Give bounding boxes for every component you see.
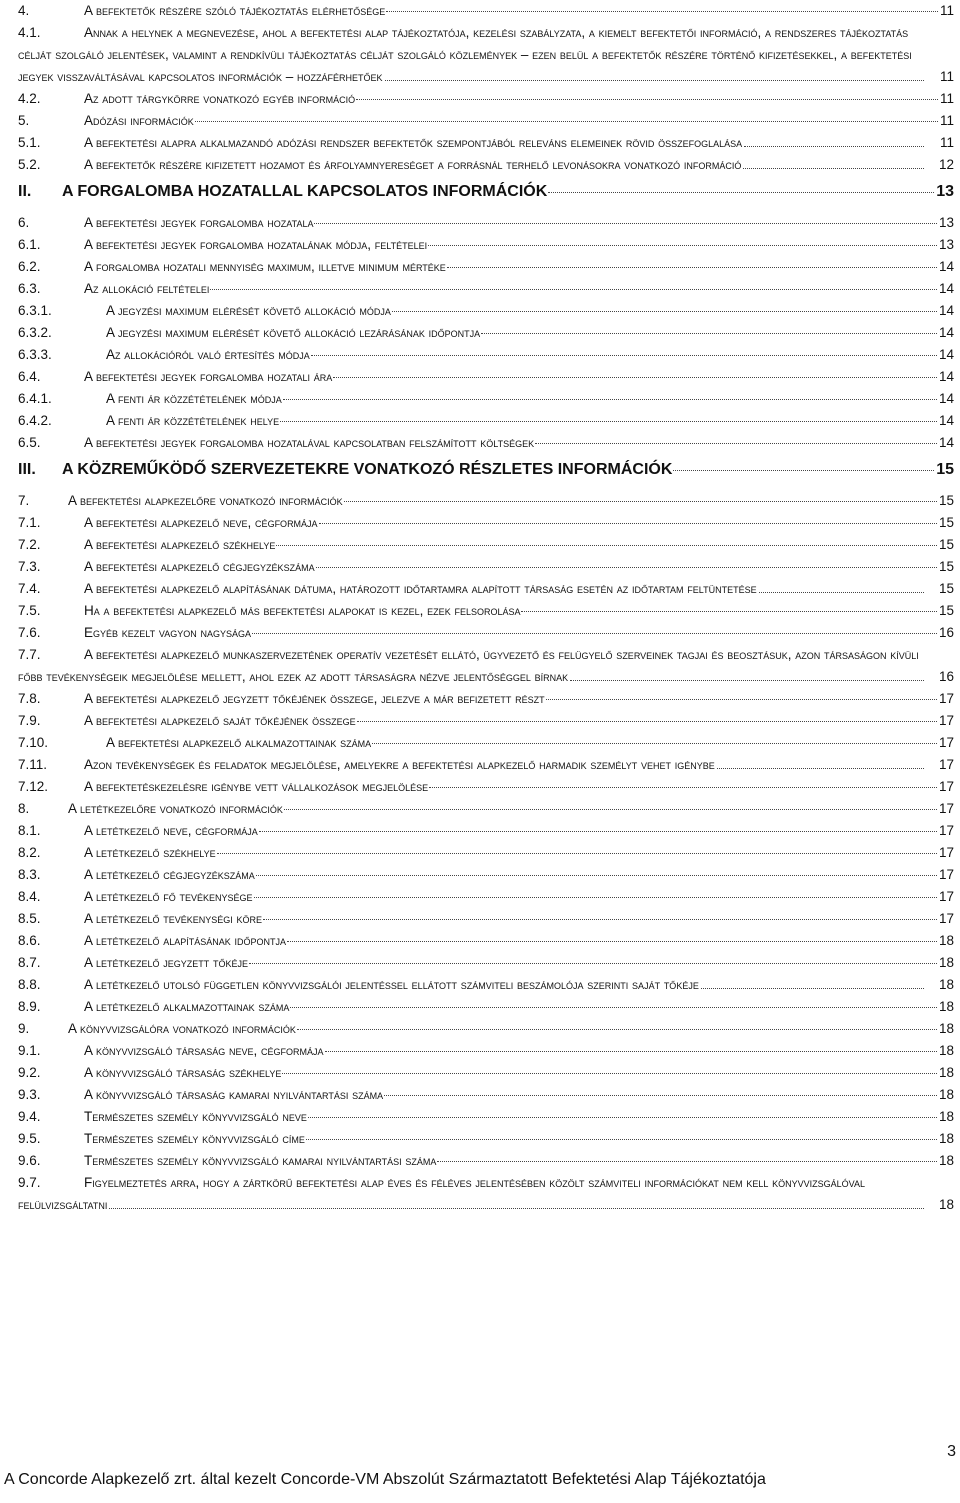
toc-entry-title: A befektetési jegyek forgalomba hozatalával kapcsolatban felszámított költségek: [84, 435, 535, 450]
toc-dot-leader: [546, 699, 937, 700]
toc-dot-leader: [297, 1029, 937, 1030]
toc-dot-leader: [447, 267, 937, 268]
toc-dot-leader: [311, 355, 937, 356]
toc-entry[interactable]: [18, 1106, 954, 1128]
toc-entry[interactable]: [18, 256, 954, 278]
toc-dot-leader: [535, 443, 937, 444]
toc-entry-number: 6.3.: [18, 281, 41, 296]
toc-dot-leader: [195, 121, 938, 122]
toc-entry[interactable]: [18, 688, 954, 710]
toc-entry[interactable]: [18, 732, 954, 754]
toc-entry-title: A befektetési jegyek forgalomba hozatala: [84, 215, 314, 230]
toc-entry-page: 14: [938, 259, 954, 274]
toc-entry-number: 7.3.: [18, 559, 41, 574]
toc-entry[interactable]: [18, 344, 954, 366]
toc-entry[interactable]: [18, 798, 954, 820]
toc-dot-leader: [210, 289, 937, 290]
toc-entry-number: 7.7.: [18, 647, 41, 662]
toc-entry-page: 11: [939, 113, 954, 128]
toc-entry-number: 7.11.: [18, 757, 48, 772]
toc-entry[interactable]: [18, 22, 954, 88]
toc-entry-number: 8.9.: [18, 999, 41, 1014]
toc-entry-number: 9.3.: [18, 1087, 41, 1102]
toc-entry[interactable]: [18, 154, 954, 176]
toc-entry-page: 17: [938, 757, 954, 772]
toc-dot-leader: [284, 809, 937, 810]
toc-entry-title: Adózási információk: [84, 113, 194, 128]
table-of-contents: [18, 0, 954, 1216]
toc-entry-page: 15: [938, 537, 954, 552]
toc-entry-number: III.: [18, 461, 36, 478]
toc-entry-page: 16: [938, 669, 954, 684]
toc-entry-page: 11: [939, 69, 954, 84]
toc-dot-leader: [481, 333, 937, 334]
toc-entry-title: A befektetési alapkezelő cégjegyzékszáma: [84, 559, 315, 574]
toc-entry-title: Az adott tárgykörre vonatkozó egyéb információ: [84, 91, 356, 106]
toc-entry-number: 6.: [18, 215, 30, 230]
toc-entry-title: A forgalomba hozatali mennyiség maximum, illetve minimum mértéke: [84, 259, 446, 274]
toc-entry-number: 9.5.: [18, 1131, 41, 1146]
toc-entry-title: A befektetéskezelésre igénybe vett vállalkozások megjelölése: [84, 779, 429, 794]
toc-entry-title: A letétkezelő neve, cégformája: [84, 823, 258, 838]
toc-entry-number: 4.2.: [18, 91, 41, 106]
toc-entry-number: 7.12.: [18, 779, 49, 794]
toc-entry[interactable]: [18, 322, 954, 344]
toc-entry-title: Figyelmeztetés arra, hogy a zártkörű befektetési alap éves és féléves jelentésében közölt számviteli információkat nem kell könyvvizsgálóval felülvizsgáltatni: [18, 1175, 866, 1212]
footer-text: A Concorde Alapkezelő zrt. által kezelt Concorde-VM Abszolút Származtatott Befektetési Alap Tájékoztatója: [4, 1471, 766, 1488]
toc-dot-leader: [570, 680, 924, 681]
toc-dot-leader: [319, 523, 937, 524]
toc-dot-leader: [717, 768, 924, 769]
toc-entry-title: Egyéb kezelt vagyon nagysága: [84, 625, 251, 640]
toc-entry-title: Azon tevékenységek és feladatok megjelölése, amelyekre a befektetési alapkezelő harmadik személyt vehet igénybe: [84, 757, 715, 772]
toc-entry-number: 5.1.: [18, 135, 41, 150]
toc-entry[interactable]: [18, 1150, 954, 1172]
toc-dot-leader: [357, 721, 937, 722]
toc-entry-title: A befektetési jegyek forgalomba hozatalának módja, feltételei: [84, 237, 428, 252]
toc-dot-leader: [263, 919, 937, 920]
toc-entry[interactable]: [18, 366, 954, 388]
toc-dot-leader: [109, 1208, 924, 1209]
toc-entry-title: Ha a befektetési alapkezelő más befektetési alapokat is kezel, ezek felsorolása: [84, 603, 521, 618]
toc-entry[interactable]: [18, 710, 954, 732]
toc-entry-page: 14: [938, 391, 954, 406]
toc-entry-number: 9.: [18, 1021, 30, 1036]
toc-entry-number: 5.: [18, 113, 30, 128]
toc-entry-title: A befektetési alapkezelő alkalmazottainak száma: [106, 735, 372, 750]
toc-entry-number: 8.1.: [18, 823, 41, 838]
toc-entry-page: 15: [938, 603, 954, 618]
toc-entry-title: A fenti ár közzétételének helye: [106, 413, 280, 428]
toc-entry-title: A könyvvizsgáló társaság kamarai nyilvántartási száma: [84, 1087, 384, 1102]
toc-entry[interactable]: [18, 110, 954, 132]
toc-entry-page: 13: [936, 183, 954, 200]
toc-entry[interactable]: [18, 952, 954, 974]
toc-entry-page: 17: [938, 867, 954, 882]
toc-entry-page: 14: [938, 325, 954, 340]
toc-entry-number: 9.1.: [18, 1043, 41, 1058]
toc-entry-page: 15: [936, 461, 954, 478]
toc-entry[interactable]: [18, 300, 954, 322]
toc-entry[interactable]: [18, 600, 954, 622]
toc-entry-number: 9.7.: [18, 1175, 41, 1190]
toc-entry-title: Természetes személy könyvvizsgáló neve: [84, 1109, 307, 1124]
toc-entry-title: A befektetési alapkezelő saját tőkéjének összege: [84, 713, 356, 728]
toc-entry-number: 8.4.: [18, 889, 41, 904]
toc-entry-page: 15: [938, 581, 954, 596]
toc-dot-leader: [217, 853, 937, 854]
toc-entry-page: 14: [938, 435, 954, 450]
toc-entry[interactable]: [18, 458, 954, 482]
toc-entry-number: 6.4.2.: [18, 413, 52, 428]
toc-entry-title: Természetes személy könyvvizsgáló címe: [84, 1131, 305, 1146]
toc-entry-page: 18: [938, 1109, 954, 1124]
toc-entry-page: 16: [938, 625, 954, 640]
toc-entry-number: 7.4.: [18, 581, 41, 596]
toc-entry-title: A könyvvizsgálóra vonatkozó információk: [68, 1021, 296, 1036]
toc-entry-page: 17: [938, 889, 954, 904]
toc-entry-page: 15: [938, 515, 954, 530]
toc-entry-number: 6.2.: [18, 259, 41, 274]
toc-dot-leader: [701, 988, 924, 989]
toc-dot-leader: [282, 1073, 937, 1074]
toc-entry-page: 14: [938, 369, 954, 384]
toc-entry-title: A befektetési alapkezelőre vonatkozó információk: [68, 493, 343, 508]
toc-entry-title: A könyvvizsgáló társaság székhelye: [84, 1065, 282, 1080]
toc-dot-leader: [249, 963, 937, 964]
toc-entry-page: 18: [938, 955, 954, 970]
toc-entry-page: 14: [938, 347, 954, 362]
toc-dot-leader: [344, 501, 937, 502]
toc-entry-title: A letétkezelő alapításának időpontja: [84, 933, 287, 948]
toc-entry-page: 11: [939, 135, 954, 150]
toc-dot-leader: [386, 11, 938, 12]
toc-entry-page: 18: [938, 933, 954, 948]
toc-dot-leader: [333, 377, 937, 378]
toc-dot-leader: [429, 787, 937, 788]
toc-entry-page: 18: [938, 1065, 954, 1080]
toc-entry-number: 7.: [18, 493, 30, 508]
toc-entry-number: 7.2.: [18, 537, 41, 552]
toc-entry-number: 7.5.: [18, 603, 41, 618]
toc-entry-title: Az allokáció feltételei: [84, 281, 210, 296]
toc-entry[interactable]: [18, 410, 954, 432]
toc-entry[interactable]: [18, 1018, 954, 1040]
toc-entry[interactable]: [18, 776, 954, 798]
toc-entry-title: A befektetési alapkezelő neve, cégformája: [84, 515, 318, 530]
toc-entry-page: 11: [939, 91, 954, 106]
toc-entry-title: A befektetési alapkezelő alapításának dátuma, határozott időtartamra alapított társaság esetén az időtartam feltüntetése: [84, 581, 757, 596]
toc-entry[interactable]: [18, 754, 954, 776]
toc-entry[interactable]: [18, 180, 954, 204]
toc-dot-leader: [673, 470, 934, 471]
toc-entry[interactable]: [18, 842, 954, 864]
toc-dot-leader: [744, 146, 924, 147]
toc-entry-number: 6.4.1.: [18, 391, 52, 406]
toc-dot-leader: [287, 941, 937, 942]
toc-dot-leader: [385, 80, 924, 81]
toc-entry[interactable]: [18, 234, 954, 256]
toc-entry-title: A letétkezelő utolsó független könyvvizsgálói jelentéssel ellátott számviteli beszámolója szerinti saját tőkéje: [84, 977, 699, 992]
toc-entry-number: 7.10.: [18, 735, 49, 750]
toc-dot-leader: [356, 99, 938, 100]
toc-entry-title: A letétkezelő tevékenységi köre: [84, 911, 263, 926]
toc-dot-leader: [316, 567, 937, 568]
toc-entry[interactable]: [18, 0, 954, 22]
toc-entry[interactable]: [18, 1172, 954, 1216]
toc-entry-title: Annak a helynek a megnevezése, ahol a befektetési alap tájékoztatója, kezelési szabályzata, a kiemelt befektetői információ, a rendszeres tájékoztatás célját szolgáló jelentések, valamint a rendkívüli tájékoztatás célját szolgáló közlemények – ezen belül a befektetők részére történő kifizetésekkel, a befektetési jegyek visszaváltásával kapcsolatos információk – hozzáférhetőek: [18, 25, 912, 84]
page-footer: [0, 1443, 960, 1503]
toc-dot-leader: [252, 633, 937, 634]
toc-entry[interactable]: [18, 1062, 954, 1084]
toc-entry-title: A letétkezelő cégjegyzékszáma: [84, 867, 255, 882]
toc-entry[interactable]: [18, 1084, 954, 1106]
toc-entry-title: A letétkezelő jegyzett tőkéje: [84, 955, 249, 970]
toc-entry-page: 17: [938, 801, 954, 816]
toc-entry-page: 18: [938, 977, 954, 992]
toc-entry-page: 18: [938, 999, 954, 1014]
toc-dot-leader: [437, 1161, 937, 1162]
toc-entry-page: 18: [938, 1087, 954, 1102]
toc-entry-title: A jegyzési maximum elérését követő allokáció lezárásának időpontja: [106, 325, 481, 340]
toc-entry-number: 6.4.: [18, 369, 41, 384]
toc-entry-number: 6.3.2.: [18, 325, 52, 340]
toc-entry[interactable]: [18, 88, 954, 110]
toc-entry-number: 8.8.: [18, 977, 41, 992]
toc-entry-number: 9.6.: [18, 1153, 41, 1168]
toc-entry-title: Természetes személy könyvvizsgáló kamarai nyilvántartási száma: [84, 1153, 437, 1168]
toc-entry-number: 5.2.: [18, 157, 41, 172]
toc-dot-leader: [254, 897, 937, 898]
toc-entry-title: A befektetők részére kifizetett hozamot és árfolyamnyereséget a forrásnál terhelő levonásokra vonatkozó információ: [84, 157, 742, 172]
toc-entry[interactable]: [18, 132, 954, 154]
toc-entry[interactable]: [18, 820, 954, 842]
toc-entry-title: A fenti ár közzétételének módja: [106, 391, 282, 406]
toc-entry[interactable]: [18, 996, 954, 1018]
toc-entry-title: A befektetési alapkezelő székhelye: [84, 537, 276, 552]
toc-entry-number: 7.6.: [18, 625, 41, 640]
toc-dot-leader: [548, 192, 934, 193]
toc-entry-title: A FORGALOMBA HOZATALLAL KAPCSOLATOS INFORMÁCIÓK: [62, 183, 548, 200]
toc-dot-leader: [290, 1007, 937, 1008]
toc-entry-number: 8.: [18, 801, 30, 816]
toc-entry[interactable]: [18, 534, 954, 556]
toc-entry-number: II.: [18, 183, 32, 200]
toc-dot-leader: [308, 1117, 937, 1118]
toc-entry-number: 7.1.: [18, 515, 41, 530]
toc-entry[interactable]: [18, 974, 954, 996]
toc-entry-page: 14: [938, 303, 954, 318]
toc-entry[interactable]: [18, 622, 954, 644]
toc-entry-number: 6.3.1.: [18, 303, 52, 318]
toc-entry[interactable]: [18, 212, 954, 234]
toc-entry[interactable]: [18, 490, 954, 512]
toc-entry-title: A befektetési alapkezelő jegyzett tőkéjének összege, jelezve a már befizetett részt: [84, 691, 545, 706]
toc-entry-number: 4.1.: [18, 25, 41, 40]
toc-entry-page: 18: [938, 1043, 954, 1058]
toc-entry-page: 15: [938, 559, 954, 574]
toc-dot-leader: [392, 311, 937, 312]
toc-entry-number: 8.2.: [18, 845, 41, 860]
toc-entry-title: A befektetési jegyek forgalomba hozatali ára: [84, 369, 333, 384]
toc-dot-leader: [276, 545, 937, 546]
toc-entry-number: 6.5.: [18, 435, 41, 450]
toc-dot-leader: [259, 831, 937, 832]
toc-entry-title: A könyvvizsgáló társaság neve, cégformája: [84, 1043, 324, 1058]
toc-entry-number: 8.3.: [18, 867, 41, 882]
toc-entry-number: 6.1.: [18, 237, 41, 252]
toc-dot-leader: [384, 1095, 937, 1096]
toc-entry-number: 6.3.3.: [18, 347, 52, 362]
toc-entry[interactable]: [18, 930, 954, 952]
toc-entry[interactable]: [18, 886, 954, 908]
toc-entry[interactable]: [18, 556, 954, 578]
toc-entry-page: 14: [938, 281, 954, 296]
toc-entry-title: A letétkezelő alkalmazottainak száma: [84, 999, 290, 1014]
toc-entry-number: 9.4.: [18, 1109, 41, 1124]
toc-entry-title: A jegyzési maximum elérését követő allokáció módja: [106, 303, 391, 318]
toc-entry[interactable]: [18, 1040, 954, 1062]
toc-entry-page: 13: [938, 215, 954, 230]
toc-entry-page: 18: [938, 1153, 954, 1168]
page-number: 3: [947, 1443, 956, 1460]
toc-entry-title: A befektetési alapkezelő munkaszervezetének operatív vezetését ellátó, ügyvezető és felügyelő szerveinek tagjai és beosztásuk, azon társaságon kívüli főbb tevékenységeik megjelölése mellett, ahol ezek az adott társaságra nézve jelentőséggel bírnak: [18, 647, 919, 684]
toc-entry[interactable]: [18, 644, 954, 688]
toc-entry-number: 7.9.: [18, 713, 41, 728]
toc-entry-page: 17: [938, 713, 954, 728]
toc-entry-number: 8.6.: [18, 933, 41, 948]
toc-entry[interactable]: [18, 432, 954, 454]
toc-entry-title: A letétkezelőre vonatkozó információk: [68, 801, 283, 816]
toc-dot-leader: [325, 1051, 937, 1052]
toc-entry[interactable]: [18, 512, 954, 534]
toc-dot-leader: [521, 611, 937, 612]
toc-entry-title: A letétkezelő fő tevékenysége: [84, 889, 253, 904]
toc-entry-page: 17: [938, 779, 954, 794]
toc-entry-title: A befektetők részére szóló tájékoztatás elérhetősége: [84, 3, 386, 18]
toc-entry-number: 9.2.: [18, 1065, 41, 1080]
toc-entry-page: 18: [938, 1197, 954, 1212]
toc-dot-leader: [283, 399, 937, 400]
toc-entry-page: 17: [938, 735, 954, 750]
toc-entry-number: 8.7.: [18, 955, 41, 970]
toc-entry-number: 8.5.: [18, 911, 41, 926]
toc-entry-page: 17: [938, 691, 954, 706]
toc-entry-page: 18: [938, 1021, 954, 1036]
toc-dot-leader: [759, 592, 924, 593]
toc-entry[interactable]: [18, 864, 954, 886]
toc-entry[interactable]: [18, 908, 954, 930]
toc-entry-page: 13: [938, 237, 954, 252]
toc-entry-title: Az allokációról való értesítés módja: [106, 347, 310, 362]
toc-entry[interactable]: [18, 578, 954, 600]
toc-entry-page: 14: [938, 413, 954, 428]
toc-entry-title: A KÖZREMŰKÖDŐ SZERVEZETEKRE VONATKOZÓ RÉSZLETES INFORMÁCIÓK: [62, 461, 673, 478]
toc-dot-leader: [306, 1139, 937, 1140]
toc-entry-title: A letétkezelő székhelye: [84, 845, 216, 860]
toc-entry[interactable]: [18, 278, 954, 300]
toc-dot-leader: [428, 245, 937, 246]
toc-dot-leader: [372, 743, 937, 744]
toc-dot-leader: [743, 168, 924, 169]
toc-entry-title: A befektetési alapra alkalmazandó adózási rendszer befektetők szempontjából releváns elemeinek rövid összefoglalása: [84, 135, 743, 150]
toc-entry[interactable]: [18, 1128, 954, 1150]
toc-entry-number: 7.8.: [18, 691, 41, 706]
toc-entry-number: 4.: [18, 3, 30, 18]
toc-entry-page: 18: [938, 1131, 954, 1146]
toc-entry-page: 12: [938, 157, 954, 172]
toc-dot-leader: [314, 223, 936, 224]
toc-entry-page: 17: [938, 823, 954, 838]
toc-entry-page: 15: [938, 493, 954, 508]
toc-entry-page: 17: [938, 845, 954, 860]
toc-entry-page: 17: [938, 911, 954, 926]
toc-dot-leader: [256, 875, 937, 876]
toc-entry[interactable]: [18, 388, 954, 410]
toc-entry-page: 11: [939, 3, 954, 18]
toc-dot-leader: [280, 421, 937, 422]
